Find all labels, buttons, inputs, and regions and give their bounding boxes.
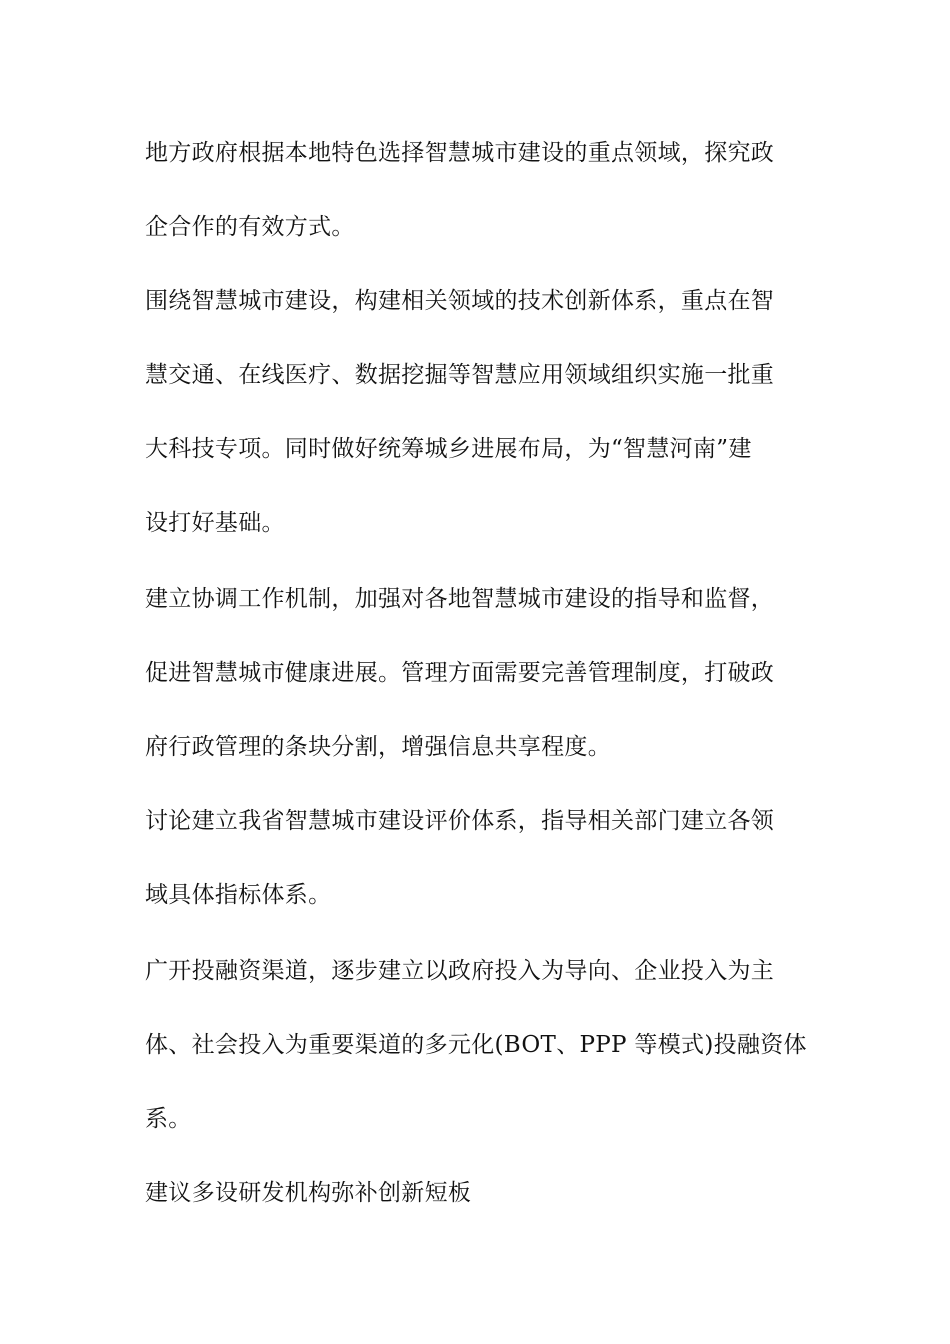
text-line: 慧交通、在线医疗、数据挖掘等智慧应用领域组织实施一批重	[145, 362, 775, 388]
text-line: 地方政府根据本地特色选择智慧城市建设的重点领域，探究政	[145, 140, 775, 166]
text-line: 围绕智慧城市建设，构建相关领域的技术创新体系，重点在智	[145, 288, 775, 314]
text-line: 设打好基础。	[145, 510, 285, 536]
text-line: 大科技专项。同时做好统筹城乡进展布局，为“智慧河南”建	[145, 436, 752, 462]
text-line: 建议多设研发机构弥补创新短板	[145, 1180, 472, 1206]
text-line: 府行政管理的条块分割，增强信息共享程度。	[145, 734, 611, 760]
text-line: 域具体指标体系。	[145, 882, 332, 908]
text-line: 企合作的有效方式。	[145, 214, 355, 240]
text-line: 体、社会投入为重要渠道的多元化(BOT、PPP 等模式)投融资体	[145, 1032, 807, 1058]
text-line: 促进智慧城市健康进展。管理方面需要完善管理制度，打破政	[145, 660, 775, 686]
text-line: 建立协调工作机制，加强对各地智慧城市建设的指导和监督，	[145, 586, 775, 612]
text-line: 讨论建立我省智慧城市建设评价体系，指导相关部门建立各领	[145, 808, 775, 834]
text-line: 系。	[145, 1106, 192, 1132]
text-line: 广开投融资渠道，逐步建立以政府投入为导向、企业投入为主	[145, 958, 775, 984]
